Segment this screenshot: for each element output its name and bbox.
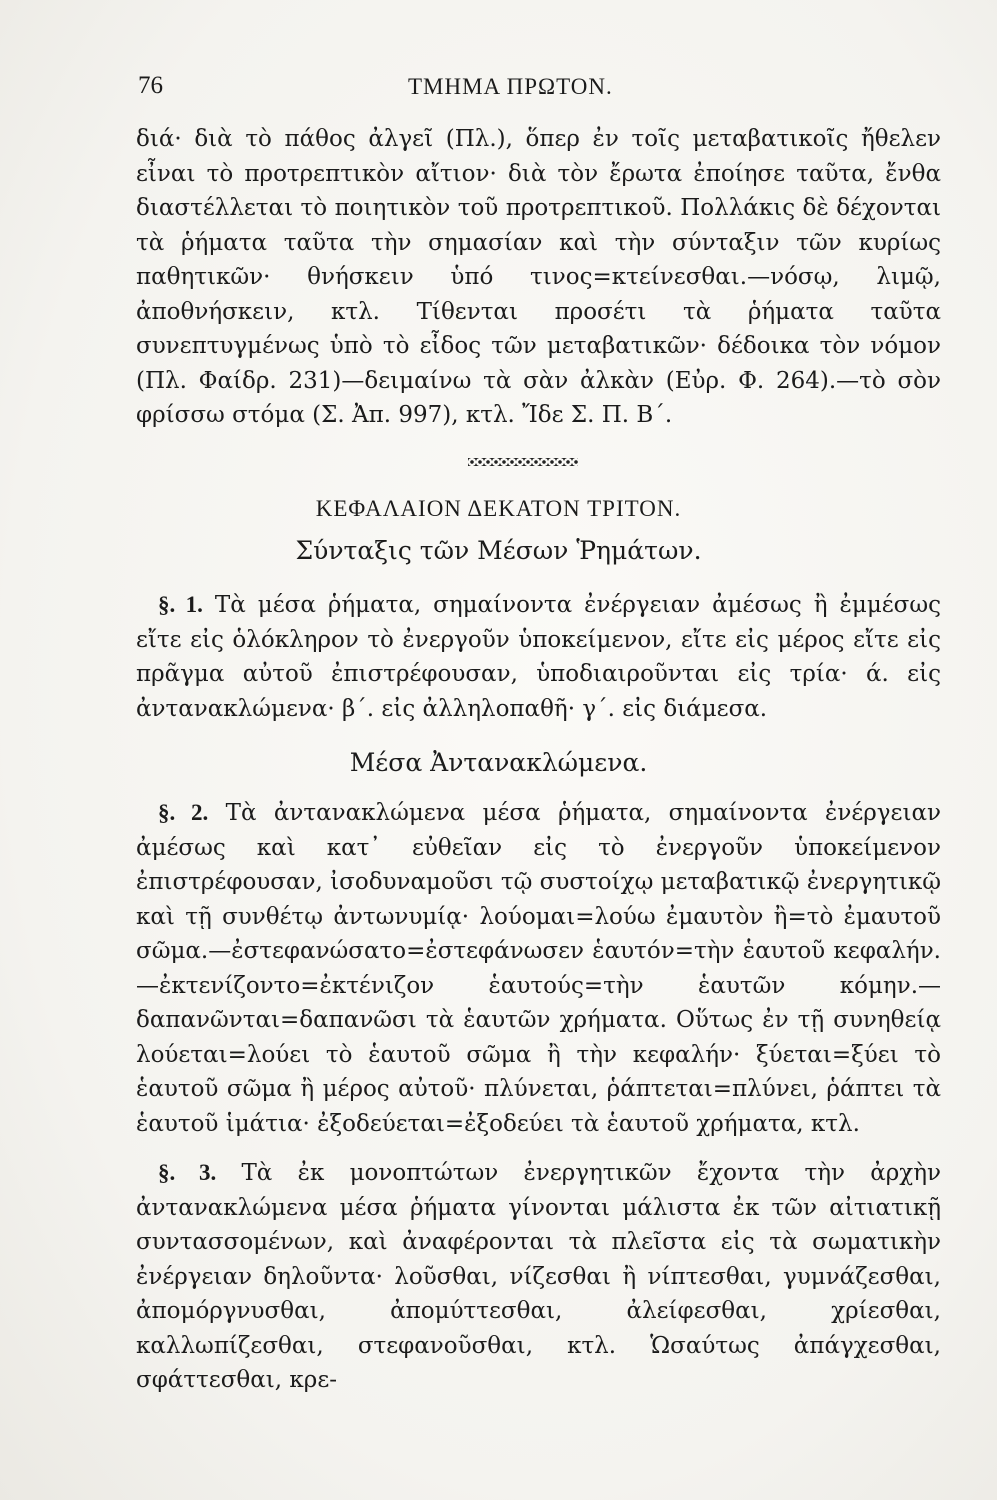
page-number: 76: [138, 72, 163, 99]
section-2: [136, 796, 941, 1141]
section-3-text: Τὰ ἐκ μονοπτώτων ἐνεργητικῶν ἔχοντα τὴν ἀρχὴν ἀντανακλώμενα μέσα ῥήματα γίνονται μάλιστα ἐκ τῶν αἰτιατικῇ συντασσομένων, καὶ ἀναφέρονται τὰ πλεῖστα εἰς τὰ σωματικὴν ἐνέργειαν δηλοῦντα· λοῦσθαι, νίζεσθαι ἢ νίπτεσθαι, γυμνάζεσθαι, ἀπομόργνυσθαι, ἀπομύττεσθαι, ἀλείφεσθαι, χρίεσθαι, καλλωπίζεσθαι, στεφανοῦσθαι, κτλ. Ὡσαύτως ἀπάγχεσθαι, σφάττεσθαι, κρε-: [136, 1160, 942, 1393]
running-title: ΤΜΗΜΑ ΠΡΩΤΟΝ.: [408, 74, 613, 99]
section-3-number: §. 3.: [158, 1160, 217, 1185]
section-2-text: Τὰ ἀντανακλώμενα μέσα ῥήματα, σημαίνοντα ἐνέργειαν ἀμέσως καὶ κατ᾽ εὐθεῖαν εἰς τὸ ἐνεργοῦν ὑποκείμενον ἐπιστρέφουσαν, ἰσοδυναμοῦσι τῷ συστοίχῳ μεταβατικῷ ἐνεργητικῷ καὶ τῇ συνθέτῳ ἀντωνυμίᾳ· λούομαι=λούω ἐμαυτὸν ἢ=τὸ ἐμαυτοῦ σῶμα.—ἐστεφανώσατο=ἐστεφάνωσεν ἑαυτόν=τὴν ἑαυτοῦ κεφαλήν.—ἐκτενίζοντο=ἐκτένιζον ἑαυτούς=τὴν ἑαυτῶν κόμην.—δαπανῶνται=δαπανῶσι τὰ ἑαυτῶν χρήματα. Οὕτως ἐν τῇ συνηθείᾳ λούεται=λούει τὸ ἑαυτοῦ σῶμα ἢ τὴν κεφαλήν· ξύεται=ξύει τὸ ἑαυτοῦ σῶμα ἢ μέρος αὐτοῦ· πλύνεται, ῥάπτεται=πλύνει, ῥάπτει τὰ ἑαυτοῦ ἱμάτια· ἐξοδεύεται=ἐξοδεύει τὰ ἑαυτοῦ χρήματα, κτλ.: [136, 800, 941, 1137]
section-1: [136, 588, 941, 726]
opening-paragraph-text: διά· διὰ τὸ πάθος ἀλγεῖ (Πλ.), ὅπερ ἐν τοῖς μεταβατικοῖς ἤθελεν εἶναι τὸ προτρεπτικὸν αἴτιον· διὰ τὸν ἔρωτα ἐποίησε ταῦτα, ἔνθα διαστέλλεται τὸ ποιητικὸν τοῦ προτρεπτικοῦ. Πολλάκις δὲ δέχονται τὰ ῥήματα ταῦτα τὴν σημασίαν καὶ τὴν σύνταξιν τῶν κυρίως παθητικῶν· θνήσκειν ὑπό τινος=κτείνεσθαι.—νόσῳ, λιμῷ, ἀποθνήσκειν, κτλ. Τίθενται προσέτι τὰ ῥήματα ταῦτα συνεπτυγμένως ὑπὸ τὸ εἶδος τῶν μεταβατικῶν· δέδοικα τὸν νόμον (Πλ. Φαίδρ. 231)—δειμαίνω τὰ σὰν ἀλκὰν (Εὐρ. Φ. 264).—τὸ σὸν φρίσσω στόμα (Σ. Ἀπ. 997), κτλ. Ἴδε Σ. Π. Β΄.: [136, 126, 941, 428]
chapter-subtitle: Σύνταξις τῶν Μέσων Ῥημάτων.: [295, 536, 702, 565]
section-heading: Μέσα Ἀντανακλώμενα.: [349, 748, 648, 777]
dotted-ornament-divider: [468, 458, 578, 466]
opening-paragraph: [136, 122, 941, 433]
section-1-number: §. 1.: [158, 592, 203, 617]
section-2-number: §. 2.: [158, 800, 209, 825]
page-header: [138, 72, 938, 106]
section-3: [136, 1156, 941, 1398]
chapter-title: ΚΕΦΑΛΑΙΟΝ ΔΕΚΑΤΟΝ ΤΡΙΤΟΝ.: [315, 496, 682, 521]
section-1-text: Τὰ μέσα ῥήματα, σημαίνοντα ἐνέργειαν ἀμέσως ἢ ἐμμέσως εἴτε εἰς ὁλόκληρον τὸ ἐνεργοῦν ὑποκείμενον, εἴτε εἰς μέρος εἴτε εἰς πρᾶγμα αὐτοῦ ἐπιστρέφουσαν, ὑποδιαιροῦνται εἰς τρία· ά. εἰς ἀντανακλώμενα· β΄. εἰς ἀλληλοπαθῆ· γ΄. εἰς διάμεσα.: [136, 592, 942, 722]
